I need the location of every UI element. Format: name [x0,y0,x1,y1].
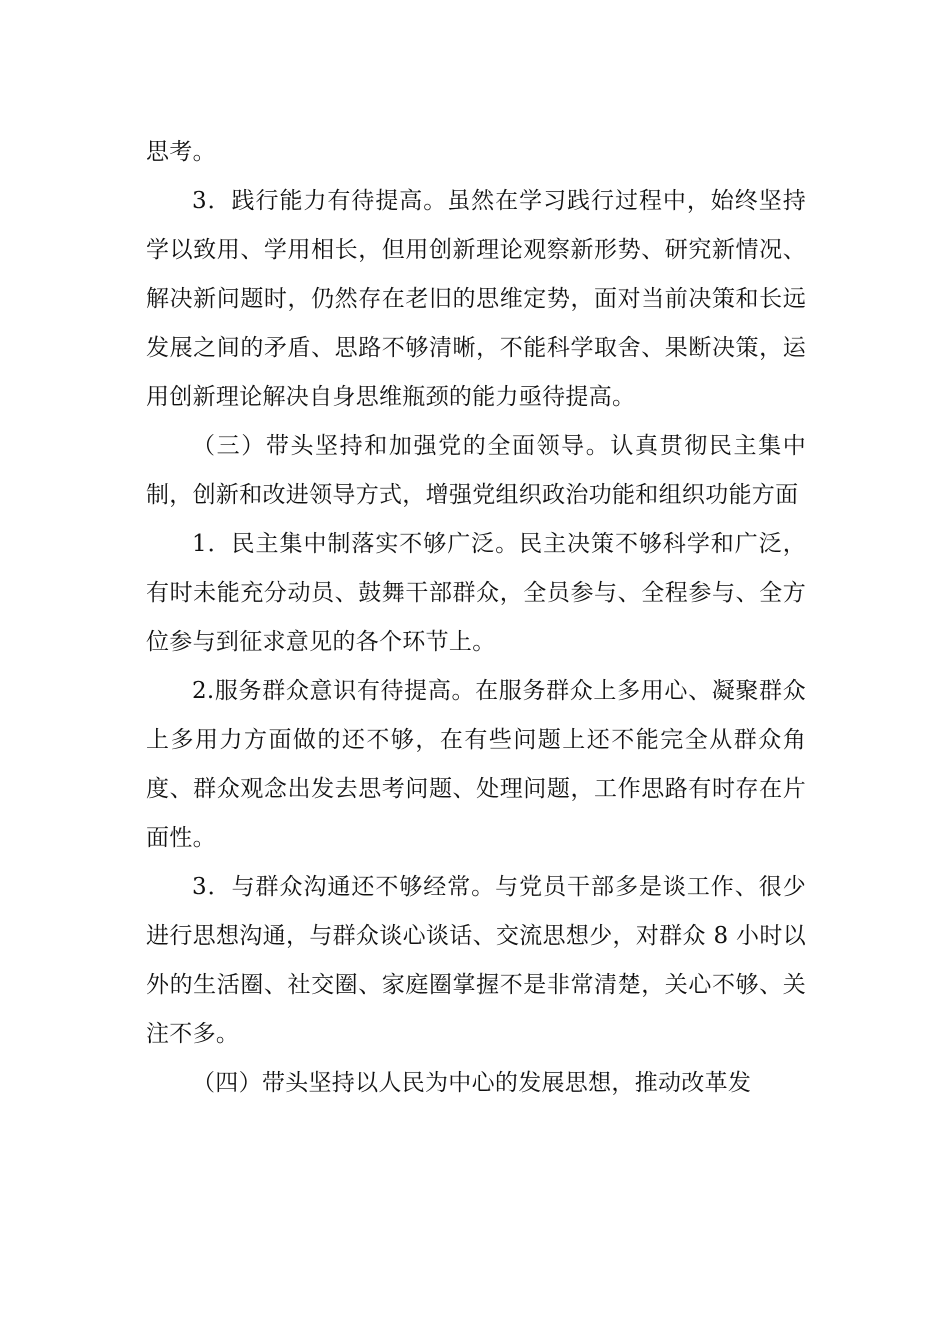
paragraph-serving-masses: 2.服务群众意识有待提高。在服务群众上多用心、凝聚群众上多用力方面做的还不够，在有些问题上还不能完全从群众角度、群众观念出发去思考问题、处理问题，工作思路有时存在片面性。 [146,678,806,851]
paragraph-continuation: 思考。 [146,139,216,165]
paragraph-section-four-heading: （四）带头坚持以人民为中心的发展思想，推动改革发 [192,1070,752,1096]
paragraph-practice-ability: 3．践行能力有待提高。虽然在学习践行过程中，始终坚持学以致用、学用相长，但用创新理论观察新形势、研究新情况、解决新问题时，仍然存在老旧的思维定势，面对当前决策和长远发展之间的矛盾、思路不够清晰，不能科学取舍、果断决策，运用创新理论解决自身思维瓶颈的能力亟待提高。 [146,188,806,410]
paragraph-communication: 3．与群众沟通还不够经常。与党员干部多是谈工作、很少进行思想沟通，与群众谈心谈话、交流思想少，对群众 8 小时以外的生活圈、社交圈、家庭圈掌握不是非常清楚，关心不够、关注不多。 [146,874,806,1047]
paragraph-section-three-heading: （三）带头坚持和加强党的全面领导。认真贯彻民主集中制，创新和改进领导方式，增强党组织政治功能和组织功能方面 [146,433,806,508]
document-page [146,128,806,1108]
paragraph-democratic-centralism: 1．民主集中制落实不够广泛。民主决策不够科学和广泛，有时未能充分动员、鼓舞干部群众，全员参与、全程参与、全方位参与到征求意见的各个环节上。 [146,531,806,655]
